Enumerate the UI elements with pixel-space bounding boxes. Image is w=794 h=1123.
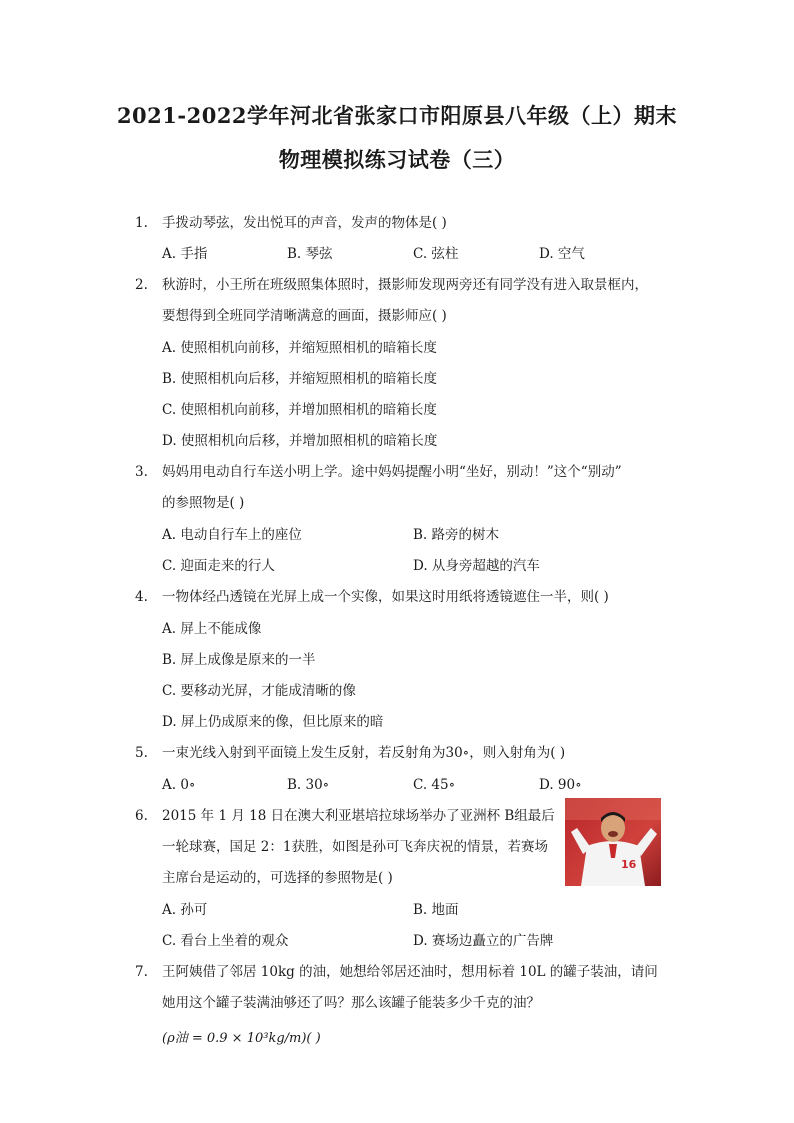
option-a: A. 手指 xyxy=(162,246,208,262)
question-text: 她用这个罐子装满油够还了吗？那么该罐子能装多少千克的油？ xyxy=(162,995,540,1011)
question-number: 3. xyxy=(135,464,148,480)
player-celebration-image xyxy=(565,798,661,886)
question-text: 一物体经凸透镜在光屏上成一个实像，如果这时用纸将透镜遮住一半，则( ) xyxy=(162,589,609,605)
option-c: C. 看台上坐着的观众 xyxy=(162,933,289,949)
question-text: 秋游时，小王所在班级照集体照时，摄影师发现两旁还有同学没有进入取景框内， xyxy=(162,277,648,293)
option-b: B. 琴弦 xyxy=(287,246,333,262)
option-d: D. 使照相机向后移，并增加照相机的暗箱长度 xyxy=(162,433,438,449)
question-text: 一轮球赛，国足 2：1获胜，如图是孙可飞奔庆祝的情景，若赛场 xyxy=(162,839,548,855)
question-number: 4. xyxy=(135,589,148,605)
option-a: A. 使照相机向前移，并缩短照相机的暗箱长度 xyxy=(162,340,437,356)
question-text: 王阿姨借了邻居 10kg 的油，她想给邻居还油时，想用标着 10L 的罐子装油，请问 xyxy=(162,964,658,980)
option-d: D. 90∘ xyxy=(539,777,582,793)
question-number: 5. xyxy=(135,745,148,761)
option-c: C. 45∘ xyxy=(413,777,456,793)
question-text: 的参照物是( ) xyxy=(162,495,245,511)
option-c: C. 弦柱 xyxy=(413,246,459,262)
option-b: B. 路旁的树木 xyxy=(413,527,500,543)
question-number: 7. xyxy=(135,964,148,980)
option-c: C. 使照相机向前移，并增加照相机的暗箱长度 xyxy=(162,402,437,418)
question-text: 主席台是运动的，可选择的参照物是( ) xyxy=(162,870,393,886)
page-title-line1: 2021-2022学年河北省张家口市阳原县八年级（上）期末 xyxy=(116,103,678,128)
option-b: B. 地面 xyxy=(413,902,459,918)
question-number: 1. xyxy=(135,215,148,231)
option-d: D. 从身旁超越的汽车 xyxy=(413,558,540,574)
question-text: 妈妈用电动自行车送小明上学。途中妈妈提醒小明“坐好，别动！”这个“别动” xyxy=(162,464,622,480)
question-text: 2015 年 1 月 18 日在澳大利亚堪培拉球场举办了亚洲杯 B组最后 xyxy=(162,808,555,824)
question-text: 要想得到全班同学清晰满意的画面，摄影师应( ) xyxy=(162,308,447,324)
question-number: 6. xyxy=(135,808,148,824)
football-player-photo xyxy=(565,798,661,886)
option-b: B. 屏上成像是原来的一半 xyxy=(162,652,316,668)
option-d: D. 赛场边矗立的广告牌 xyxy=(413,933,554,949)
option-a: A. 0∘ xyxy=(162,777,196,793)
question-number: 2. xyxy=(135,277,148,293)
option-b: B. 使照相机向后移，并缩短照相机的暗箱长度 xyxy=(162,371,438,387)
option-a: A. 屏上不能成像 xyxy=(162,621,262,637)
option-a: A. 电动自行车上的座位 xyxy=(162,527,302,543)
option-d: D. 屏上仍成原来的像，但比原来的暗 xyxy=(162,714,384,730)
jersey-number: 16 xyxy=(621,858,637,871)
page-title-line2: 物理模拟练习试卷（三） xyxy=(278,147,516,172)
option-a: A. 孙可 xyxy=(162,902,208,918)
option-c: C. 要移动光屏，才能成清晰的像 xyxy=(162,683,356,699)
option-d: D. 空气 xyxy=(539,246,585,262)
question-text: 手拨动琴弦，发出悦耳的声音，发声的物体是( ) xyxy=(162,215,447,231)
density-formula: (ρ油 = 0.9 × 10³kg/m)( ) xyxy=(162,1031,321,1046)
option-c: C. 迎面走来的行人 xyxy=(162,558,275,574)
option-b: B. 30∘ xyxy=(287,777,330,793)
question-text: 一束光线入射到平面镜上发生反射，若反射角为30∘，则入射角为( ) xyxy=(162,745,566,761)
